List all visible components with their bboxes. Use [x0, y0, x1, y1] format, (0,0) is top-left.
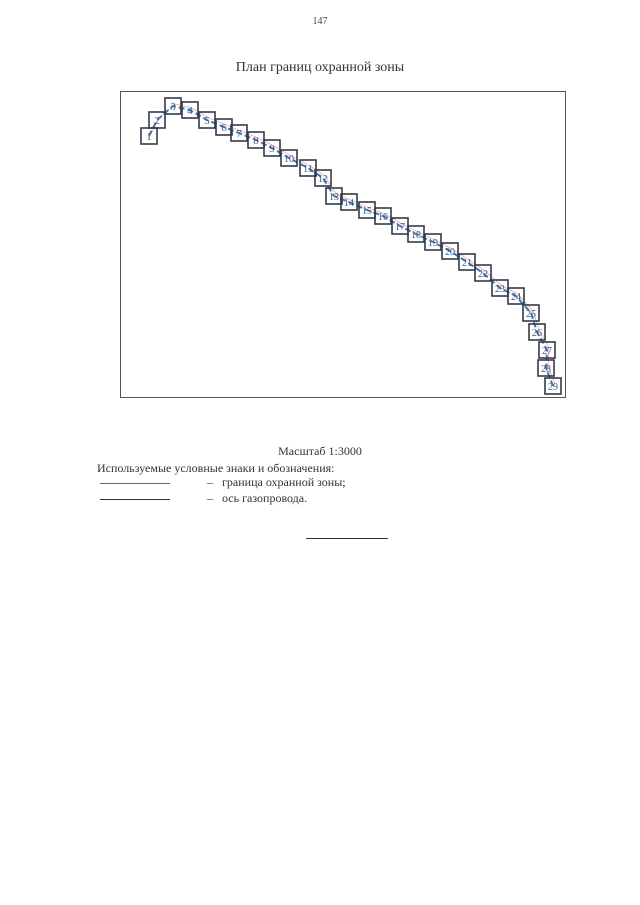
marker-label: 9 [269, 143, 275, 155]
marker-label: 2 [154, 115, 160, 127]
marker-label: 7 [236, 128, 242, 140]
marker-label: 22 [478, 269, 488, 280]
marker-label: 16 [378, 212, 388, 223]
survey-marker [529, 324, 545, 340]
marker-label: 12 [318, 174, 328, 185]
marker-label: 13 [329, 192, 339, 203]
marker-label: 23 [495, 284, 505, 295]
marker-label: 21 [462, 258, 472, 269]
survey-marker [231, 125, 247, 141]
plan-title: План границ охранной зоны [235, 60, 405, 75]
scale-label: Масштаб 1:3000 [278, 444, 362, 458]
legend-label-boundary: граница охранной зоны; [222, 475, 346, 489]
marker-label: 1 [146, 131, 152, 143]
marker-label: 25 [526, 309, 536, 320]
marker-label: 4 [187, 105, 193, 117]
survey-marker [149, 112, 165, 128]
footer-rule [306, 538, 388, 539]
marker-label: 15 [362, 206, 372, 217]
marker-label: 5 [204, 115, 210, 127]
legend-dash: – [207, 475, 213, 489]
survey-markers [141, 98, 561, 394]
survey-marker [199, 112, 215, 128]
legend-item-axis [97, 491, 497, 507]
marker-label: 17 [395, 222, 405, 233]
marker-label: 24 [511, 292, 521, 303]
marker-label: 29 [548, 382, 558, 393]
protection-zone-boundary [151, 104, 555, 384]
legend-label-axis: ось газопровода. [222, 491, 308, 505]
marker-label: 14 [344, 198, 354, 209]
map-frame [120, 91, 566, 398]
survey-marker [459, 254, 475, 270]
marker-label: 18 [411, 230, 421, 241]
survey-marker [341, 194, 357, 210]
survey-marker [300, 160, 316, 176]
marker-label: 3 [170, 101, 176, 113]
legend-dash: – [207, 491, 213, 505]
marker-label: 10 [284, 154, 294, 165]
pipeline-axis-line [149, 106, 553, 386]
legend-item-boundary [97, 475, 497, 491]
marker-label: 26 [532, 328, 542, 339]
axis-line-swatch [100, 499, 170, 500]
survey-marker [545, 378, 561, 394]
legend-title: Используемые условные знаки и обозначения: [97, 461, 335, 475]
survey-marker [216, 119, 232, 135]
marker-label: 6 [221, 122, 227, 134]
marker-label: 11 [303, 164, 313, 175]
survey-marker [475, 265, 491, 281]
boundary-line-swatch [100, 483, 170, 484]
survey-marker [315, 170, 331, 186]
marker-label: 19 [428, 238, 438, 249]
marker-label: 8 [253, 135, 259, 147]
marker-label: 20 [445, 247, 455, 258]
survey-marker [538, 360, 554, 376]
zone-map [121, 92, 567, 399]
marker-label: 27 [542, 346, 552, 357]
page-number: 147 [312, 16, 328, 27]
survey-marker [141, 128, 157, 144]
marker-label: 28 [541, 364, 551, 375]
